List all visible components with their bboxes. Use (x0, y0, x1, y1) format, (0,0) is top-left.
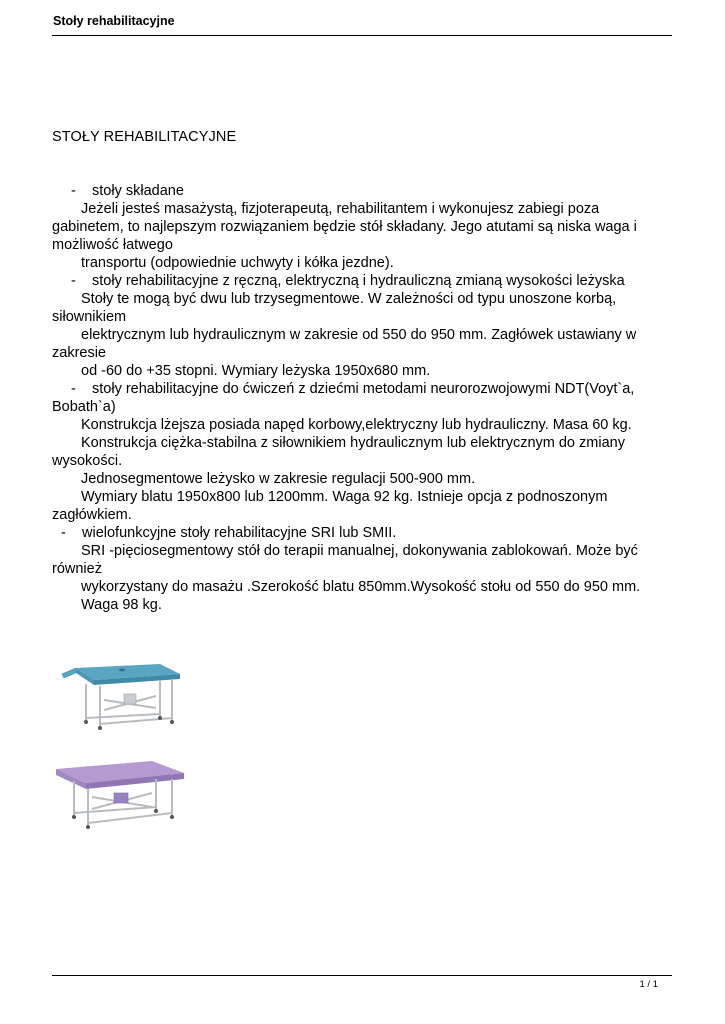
paragraph-line: Konstrukcja lżejsza posiada napęd korbowy,elektryczny lub hydrauliczny. Masa 60 kg. (81, 417, 632, 433)
paragraph-line: Bobath`a) (52, 399, 116, 415)
bullet-item (52, 272, 672, 290)
header-title: Stoły rehabilitacyjne (53, 14, 175, 28)
bullet-dash: - (71, 273, 76, 289)
bullet-item (52, 380, 672, 398)
paragraph-line: od -60 do +35 stopni. Wymiary leżyska 1950x680 mm. (81, 363, 431, 379)
bullet-text: wielofunkcyjne stoły rehabilitacyjne SRI lub SMII. (82, 525, 397, 541)
bullet-dash: - (71, 183, 76, 199)
paragraph-line: możliwość łatwego (52, 237, 173, 253)
paragraph-line: zakresie (52, 345, 106, 361)
paragraph-line: Waga 98 kg. (81, 597, 162, 613)
header-divider (52, 35, 672, 36)
paragraph-line: gabinetem, to najlepszym rozwiązaniem będzie stół składany. Jego atutami są niska waga i (52, 219, 637, 235)
bullet-text: stoły składane (92, 183, 184, 199)
footer-divider (52, 975, 672, 976)
bullet-item (52, 524, 672, 542)
bullet-dash: - (61, 525, 66, 541)
paragraph-line: transportu (odpowiednie uchwyty i kółka jezdne). (81, 255, 394, 271)
blue-rehab-table-image (56, 660, 184, 732)
bullet-item (52, 182, 672, 200)
page-number: 1 / 1 (639, 979, 658, 990)
paragraph-line: SRI -pięciosegmentowy stół do terapii manualnej, dokonywania zablokowań. Może być (81, 543, 638, 559)
paragraph-line: siłownikiem (52, 309, 127, 325)
bullet-dash: - (71, 381, 76, 397)
paragraph-line: Konstrukcja ciężka-stabilna z siłownikiem hydraulicznym lub elektrycznym do zmiany (81, 435, 625, 451)
purple-rehab-table-image (52, 755, 186, 833)
paragraph-line: wykorzystany do masażu .Szerokość blatu 850mm.Wysokość stołu od 550 do 950 mm. (81, 579, 641, 595)
bullet-text: stoły rehabilitacyjne z ręczną, elektryczną i hydrauliczną zmianą wysokości leżyska (92, 273, 625, 289)
paragraph-line: Jednosegmentowe leżysko w zakresie regulacji 500-900 mm. (81, 471, 476, 487)
paragraph-line: Jeżeli jesteś masażystą, fizjoterapeutą, rehabilitantem i wykonujesz zabiegi poza (81, 201, 600, 217)
paragraph-line: wysokości. (52, 453, 123, 469)
paragraph-line: Wymiary blatu 1950x800 lub 1200mm. Waga 92 kg. Istnieje opcja z podnoszonym (81, 489, 608, 505)
article-body (52, 182, 672, 614)
bullet-text: stoły rehabilitacyjne do ćwiczeń z dziećmi metodami neurorozwojowymi NDT(Voyt`a, (92, 381, 635, 397)
paragraph-line: Stoły te mogą być dwu lub trzysegmentowe. W zależności od typu unoszone korbą, (81, 291, 617, 307)
article-title: STOŁY REHABILITACYJNE (52, 129, 237, 145)
paragraph-line: elektrycznym lub hydraulicznym w zakresie od 550 do 950 mm. Zagłówek ustawiany w (81, 327, 637, 343)
paragraph-line: również (52, 561, 102, 577)
paragraph-line: zagłówkiem. (52, 507, 132, 523)
